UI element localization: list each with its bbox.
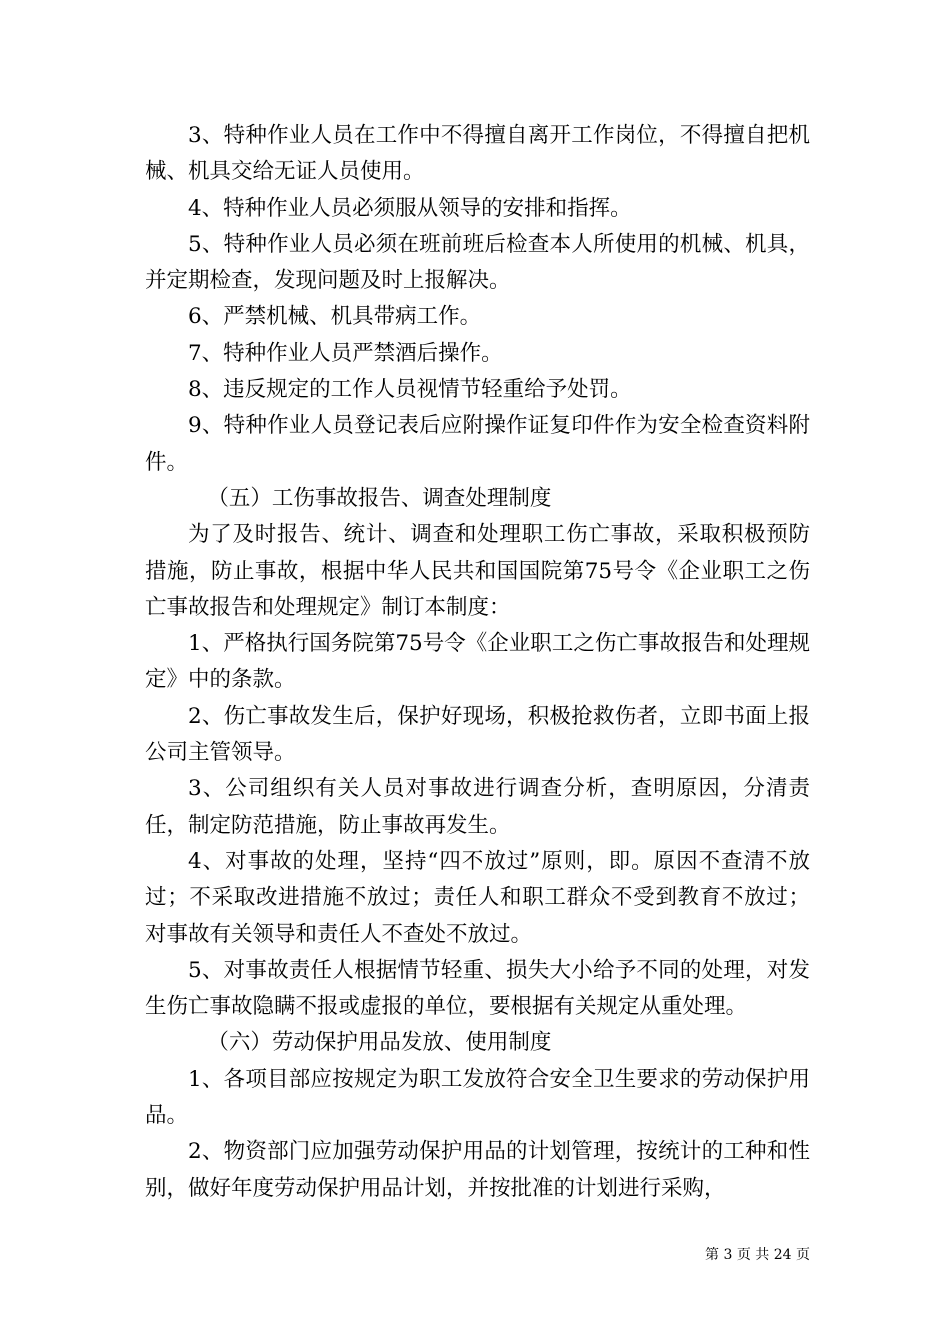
paragraph: 3、公司组织有关人员对事故进行调查分析，查明原因，分清责任，制定防范措施，防止事故再发生。 [145, 776, 810, 838]
paragraph: 7、特种作业人员严禁酒后操作。 [188, 340, 503, 366]
paragraph: 9、特种作业人员登记表后应附操作证复印件作为安全检查资料附件。 [145, 413, 810, 475]
paragraph: 8、违反规定的工作人员视情节轻重给予处罚。 [188, 377, 632, 403]
paragraph: 6、严禁机械、机具带病工作。 [188, 304, 482, 330]
paragraph: 5、特种作业人员必须在班前班后检查本人所使用的机械、机具，并定期检查，发现问题及时上报解决。 [145, 231, 810, 294]
document-body [145, 118, 810, 1207]
paragraph: 为了及时报告、统计、调查和处理职工伤亡事故，采取积极预防措施，防止事故，根据中华人民共和国国院第75号令《企业职工之伤亡事故报告和处理规定》制订本制度： [145, 522, 810, 620]
page-number: 第 3 页 共 24 页 [705, 1247, 810, 1263]
paragraph: 3、特种作业人员在工作中不得擅自离开工作岗位，不得擅自把机械、机具交给无证人员使用。 [145, 123, 810, 185]
page-footer [0, 1246, 810, 1264]
paragraph: 2、伤亡事故发生后，保护好现场，积极抢救伤者，立即书面上报公司主管领导。 [145, 703, 810, 766]
paragraph: 4、特种作业人员必须服从领导的安排和指挥。 [188, 195, 632, 221]
paragraph: 4、对事故的处理，坚持“四不放过”原则，即。原因不查清不放过；不采取改进措施不放过；责任人和职工群众不受到教育不放过；对事故有关领导和责任人不查处不放过。 [145, 848, 810, 947]
section-heading: （六）劳动保护用品发放、使用制度 [207, 1030, 552, 1056]
paragraph: 5、对事故责任人根据情节轻重、损失大小给予不同的处理，对发生伤亡事故隐瞒不报或虚报的单位，要根据有关规定从重处理。 [145, 957, 810, 1020]
paragraph: 1、严格执行国务院第75号令《企业职工之伤亡事故报告和处理规定》中的条款。 [145, 631, 810, 693]
section-heading: （五）工伤事故报告、调查处理制度 [207, 485, 552, 511]
paragraph: 1、各项目部应按规定为职工发放符合安全卫生要求的劳动保护用品。 [145, 1066, 810, 1129]
paragraph: 2、物资部门应加强劳动保护用品的计划管理，按统计的工种和性别，做好年度劳动保护用品计划，并按批准的计划进行采购， [145, 1139, 810, 1201]
